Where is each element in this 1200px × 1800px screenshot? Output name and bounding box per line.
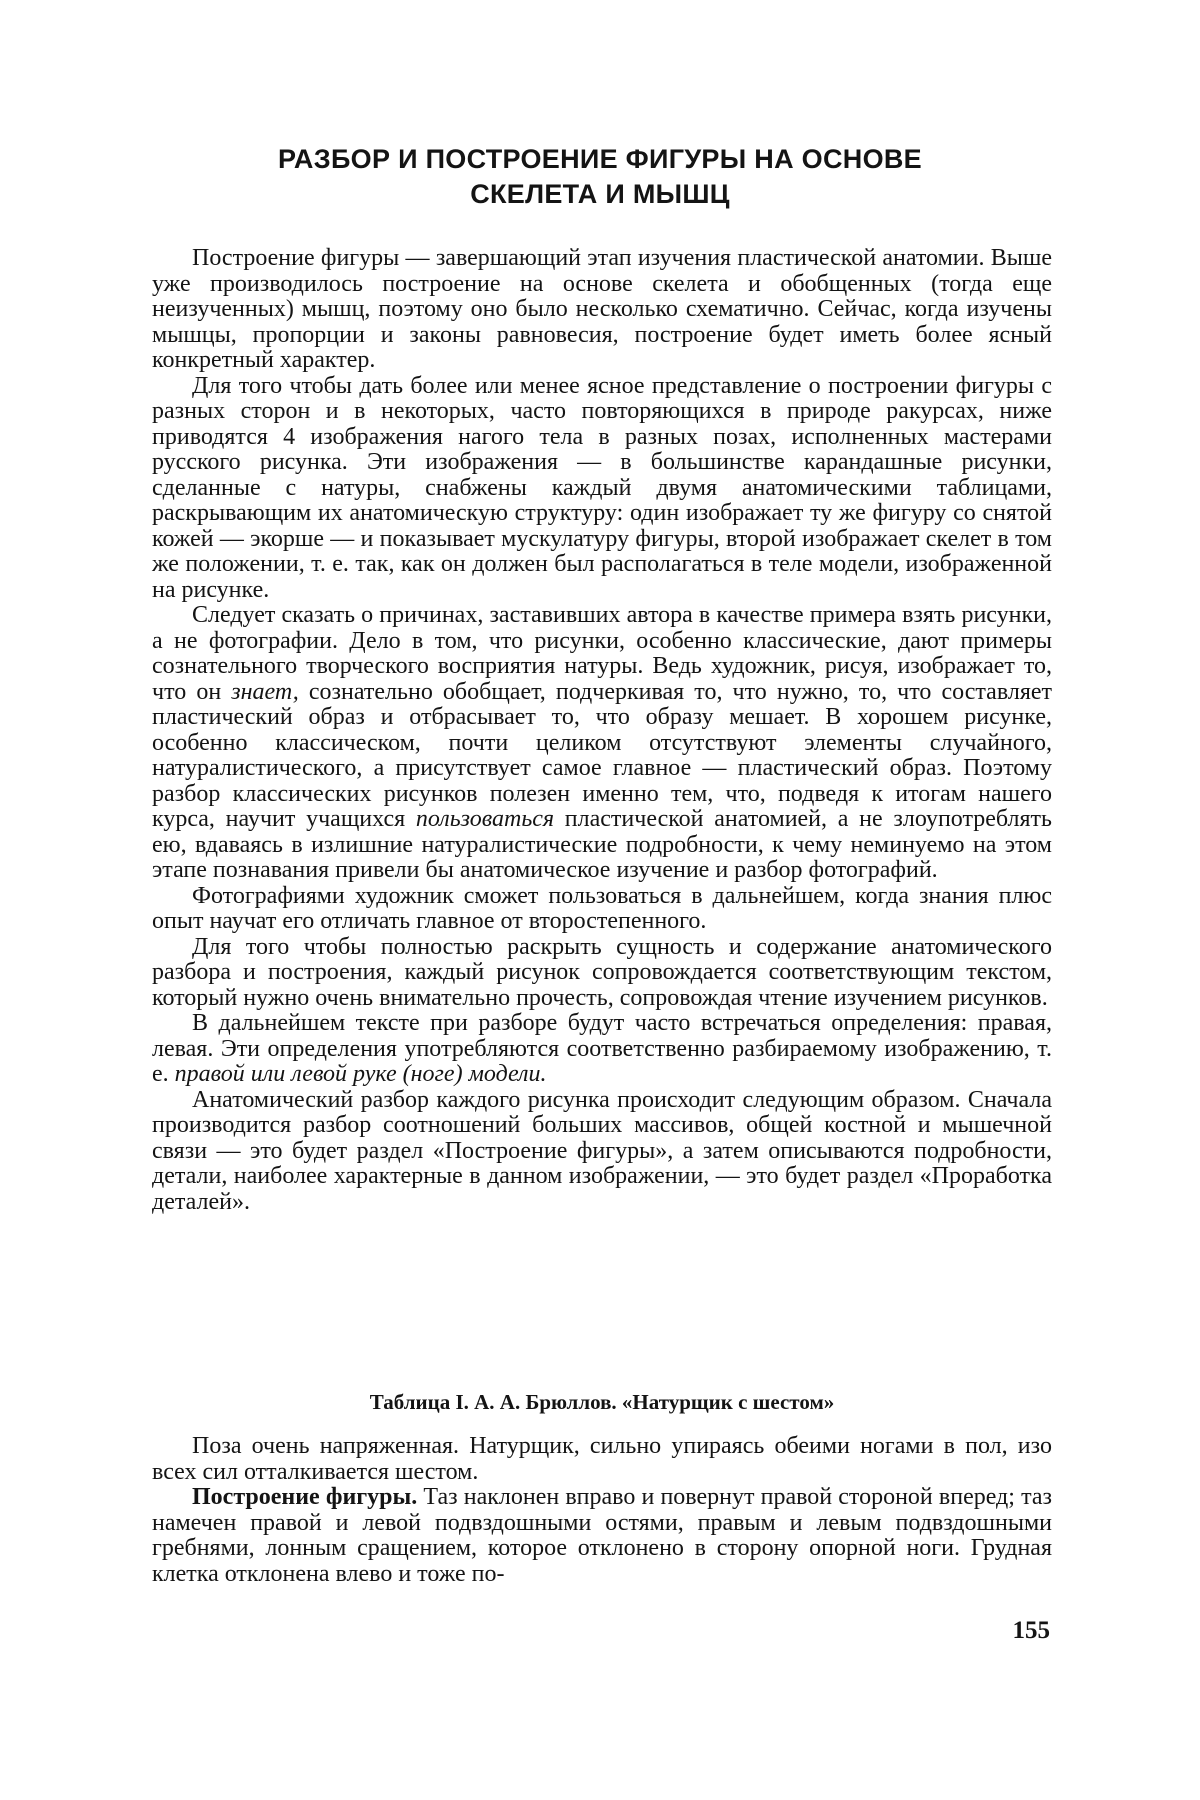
paragraph: Поза очень напряженная. Натурщик, сильно упираясь обеими ногами в пол, изо всех сил отталкивается шестом. (152, 1433, 1052, 1485)
text-run: пластической анатомией, а не злоупотреблять ею, вдаваясь в излишние натуралистические подробности, к чему неминуемо на этом этапе познавания привели бы анатомическое изучение и разбор фотографий. (152, 806, 1052, 883)
paragraph (152, 1485, 1052, 1587)
text-run: Таз наклонен вправо и повернут правой стороной вперед; таз намечен правой и левой подвздошными остями, правым и левым подвздошными гребнями, лонным сращением, которое отклонено в сторону опорной ноги. Грудная клетка отклонена влево и тоже по- (152, 1484, 1052, 1587)
chapter-title-line-2: СКЕЛЕТА И МЫШЦ (470, 179, 730, 209)
paragraph: Для того чтобы полностью раскрыть сущность и содержание анатомического разбора и построения, каждый рисунок сопровождается соответствующим текстом, который нужно очень внимательно прочесть, сопровождая чтение изучением рисунков. (152, 933, 1052, 1011)
table-heading: Таблица I. А. А. Брюллов. «Натурщик с шестом» (369, 1390, 835, 1414)
text-run: В дальнейшем тексте при разборе будут часто встречаться определения: правая, левая. Эти определения употребляются соответственно разбираемому изображению, т. е. (152, 1010, 1052, 1087)
paragraph: Анатомический разбор каждого рисунка происходит следующим образом. Сначала производится разбор соотношений больших массивов, общей костной и мышечной связи — это будет раздел «Построение фигуры», а затем описываются подробности, детали, наиболее характерные в данном изображении, — это будет раздел «Проработка деталей». (152, 1086, 1052, 1215)
text-run: Следует сказать о причинах, заставивших автора в качестве примера взять рисунки, а не фотографии. Дело в том, что рисунки, особенно классические, дают примеры сознательного творческого восприятия натуры. Ведь художник, рисуя, изображает то, что он (152, 602, 1052, 705)
chapter-title (150, 142, 1050, 212)
paragraph (152, 603, 1052, 884)
run-in-heading: Построение фигуры. (192, 1484, 418, 1510)
emphasis-text: правой или левой руке (ноге) модели. (174, 1061, 547, 1087)
paragraph: Фотографиями художник сможет пользоваться в дальнейшем, когда знания плюс опыт научат его отличать главное от второстепенного. (152, 882, 1052, 934)
paragraph: Построение фигуры — завершающий этап изучения пластической анатомии. Выше уже производилось построение на основе скелета и обобщенных (тогда еще неизученных) мышц, поэтому оно было несколько схематично. Сейчас, когда изучены мышцы, пропорции и законы равновесия, построение будет иметь более ясный конкретный характер. (152, 245, 1052, 373)
paragraph (152, 1011, 1052, 1088)
page-number: 155 (1012, 1617, 1050, 1644)
intro-text (152, 246, 1052, 1215)
table-section-text (152, 1434, 1052, 1587)
emphasis-text: пользоваться (415, 806, 555, 832)
text-run: сознательно обобщает, подчеркивая то, что нужно, то, что составляет пластический образ и отбрасывает то, что образу мешает. В хорошем рисунке, особенно классическом, почти целиком отсутствуют элементы случайного, натуралистического, а присутствует самое главное — пластический образ. Поэтому разбор классических рисунков полезен именно тем, что, подведя к итогам нашего курса, научит учащихся (152, 678, 1052, 832)
emphasis-text: знает, (231, 678, 299, 705)
paragraph: Для того чтобы дать более или менее ясное представление о построении фигуры с разных сторон и в некоторых, часто повторяющихся в природе ракурсах, ниже приводятся 4 изображения нагого тела в разных позах, исполненных мастерами русского рисунка. Эти изображения — в большинстве карандашные рисунки, сделанные с натуры, снабжены каждый двумя анатомическими таблицами, раскрывающим их анатомическую структуру: один изображает ту же фигуру со снятой кожей — экорше — и показывает мускулатуру фигуры, второй изображает скелет в том же положении, т. е. так, как он должен был располагаться в теле модели, изображенной на рисунке. (152, 372, 1052, 603)
chapter-title-line-1: РАЗБОР И ПОСТРОЕНИЕ ФИГУРЫ НА ОСНОВЕ (278, 144, 922, 174)
